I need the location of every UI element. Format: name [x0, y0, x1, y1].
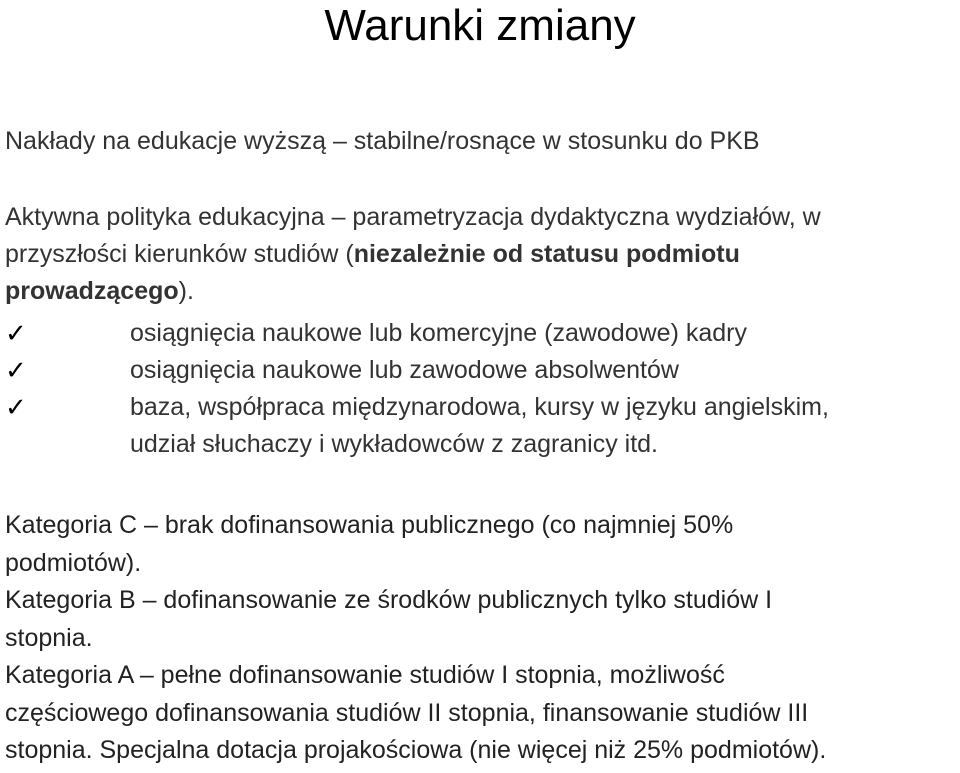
funding-categories [5, 507, 960, 770]
policy-line-1: Aktywna polityka edukacyjna – parametryzacja dydaktyczna wydziałów, w [5, 203, 821, 231]
checkmark-icon: ✓ [5, 355, 27, 385]
checkmark-icon: ✓ [5, 318, 27, 348]
page-title: Warunki zmiany [324, 1, 636, 50]
policy-line-3-bold: prowadzącego [5, 277, 179, 305]
checklist-item-text: baza, współpraca międzynarodowa, kursy w języku angielskim, [130, 393, 829, 421]
policy-line-2-start: przyszłości kierunków studiów ( [5, 240, 354, 268]
paragraph-funding [5, 123, 955, 160]
criteria-checklist [5, 315, 955, 463]
category-c [5, 507, 960, 582]
category-line: podmiotów). [5, 548, 142, 577]
checklist-item [5, 352, 955, 389]
category-a [5, 657, 960, 770]
category-line: stopnia. Specjalna dotacja projakościowa (nie więcej niż 25% podmiotów). [5, 736, 827, 764]
category-line: stopnia. [5, 623, 93, 652]
category-line: Kategoria A – pełne dofinansowanie studiów I stopnia, możliwość [5, 661, 725, 689]
policy-line-2-bold: niezależnie od statusu podmiotu [353, 240, 740, 268]
category-line: Kategoria C – brak dofinansowania publicznego (co najmniej 50% [5, 511, 734, 539]
paragraph-policy [5, 199, 955, 310]
policy-line-3-end: ). [178, 277, 194, 305]
checklist-item-text: osiągnięcia naukowe lub zawodowe absolwentów [130, 356, 679, 384]
paragraph-funding-text: Nakłady na edukacje wyższą – stabilne/rosnące w stosunku do PKB [5, 127, 760, 155]
checklist-item [5, 389, 955, 463]
checklist-item-text: udział słuchaczy i wykładowców z zagranicy itd. [130, 430, 658, 458]
category-line: częściowego dofinansowania studiów II stopnia, finansowanie studiów III [5, 698, 809, 727]
category-line: Kategoria B – dofinansowanie ze środków publicznych tylko studiów I [5, 586, 773, 614]
checklist-item-text: osiągnięcia naukowe lub komercyjne (zawodowe) kadry [130, 319, 747, 347]
checkmark-icon: ✓ [5, 392, 27, 422]
category-b [5, 582, 960, 657]
checklist-item [5, 315, 955, 352]
